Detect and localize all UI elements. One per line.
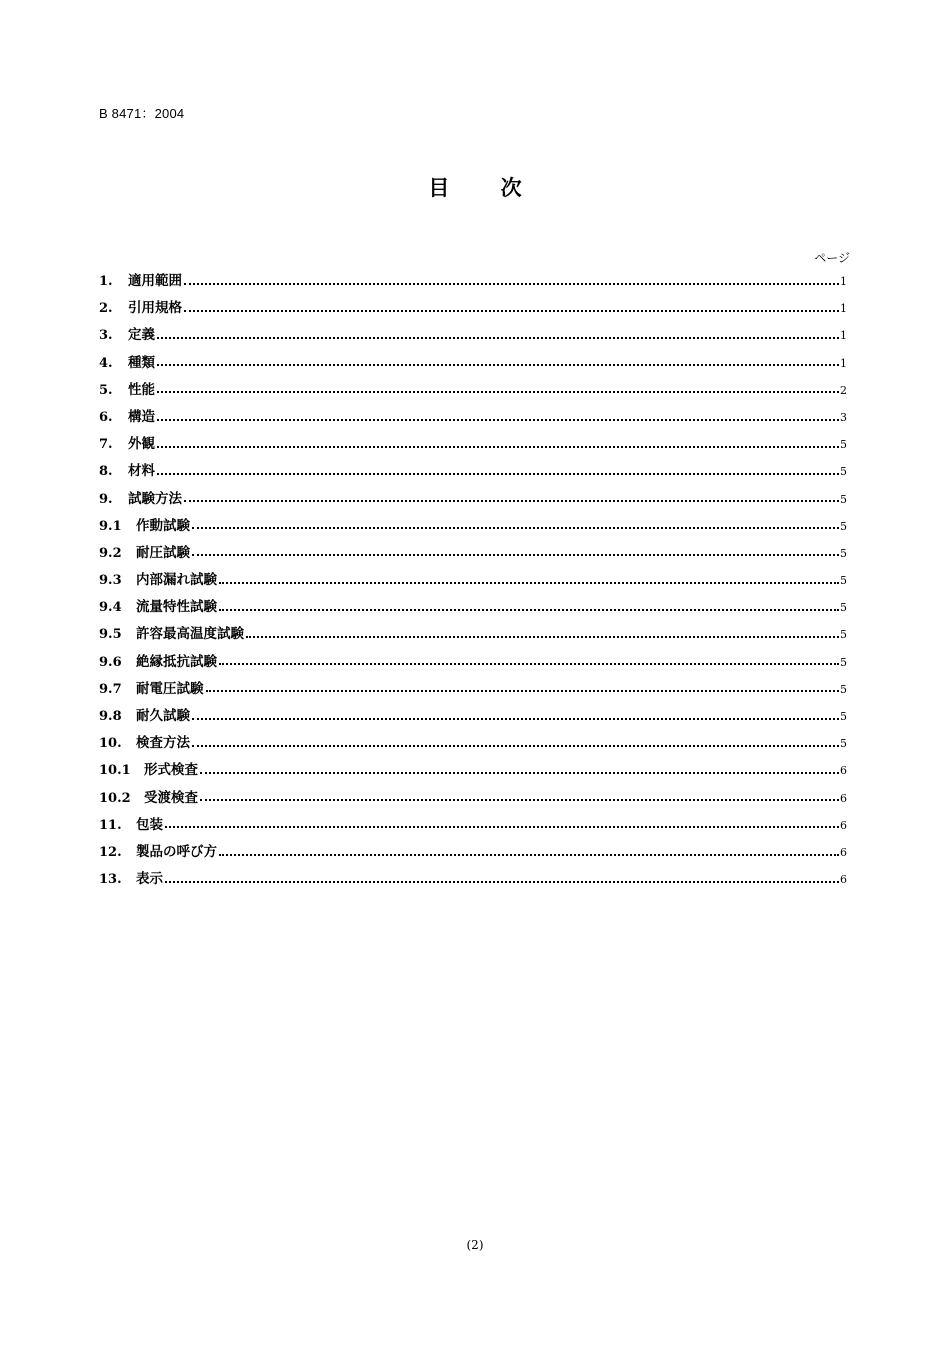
dot-leader [219, 582, 839, 584]
dot-leader [157, 446, 839, 448]
dot-leader [157, 337, 839, 339]
toc-entry-number: 9.6 [99, 654, 122, 670]
table-of-contents [99, 268, 847, 893]
dot-leader [219, 854, 839, 856]
dot-leader [200, 799, 839, 801]
toc-entry-number: 10.2 [99, 790, 131, 806]
toc-entry-title: 許容最高温度試験 [136, 626, 244, 643]
dot-leader [192, 554, 839, 556]
toc-entry-page: 5 [840, 682, 847, 696]
toc-entry [99, 594, 847, 621]
toc-entry-page: 1 [840, 275, 847, 288]
page-column-label: ページ [814, 251, 850, 265]
toc-entry-number: 6. [99, 409, 113, 425]
toc-entry-number: 8. [99, 464, 113, 480]
toc-entry-number: 3. [99, 328, 113, 344]
toc-entry-page: 5 [840, 655, 847, 669]
toc-entry-page: 5 [840, 710, 847, 723]
toc-entry-number: 10.1 [99, 763, 131, 779]
toc-entry-page: 1 [840, 356, 847, 370]
toc-entry-page: 1 [840, 329, 847, 343]
toc-entry-page: 6 [840, 818, 847, 832]
toc-entry-title: 材料 [128, 463, 155, 480]
dot-leader [165, 826, 839, 828]
toc-entry-title: 耐圧試験 [136, 544, 190, 561]
toc-entry-page: 3 [840, 410, 847, 424]
dot-leader [219, 663, 839, 665]
toc-entry [99, 350, 847, 377]
toc-entry [99, 322, 847, 349]
toc-entry [99, 649, 847, 676]
toc-entry-title: 構造 [128, 408, 155, 425]
toc-entry-title: 検査方法 [136, 735, 190, 752]
toc-entry-page: 5 [840, 519, 847, 533]
toc-entry-number: 13. [99, 872, 122, 888]
dot-leader [157, 391, 839, 393]
toc-entry [99, 377, 847, 404]
dot-leader [165, 881, 839, 883]
toc-entry-number: 9.1 [99, 518, 122, 534]
toc-entry-title: 適用範囲 [128, 273, 182, 289]
toc-entry-number: 9.4 [99, 600, 122, 616]
toc-entry [99, 730, 847, 757]
dot-leader [192, 527, 839, 529]
toc-entry-page: 6 [840, 791, 847, 805]
toc-entry-page: 5 [840, 465, 847, 479]
toc-entry-title: 流量特性試験 [136, 599, 217, 616]
dot-leader [157, 473, 839, 475]
toc-entry [99, 757, 847, 784]
toc-entry [99, 540, 847, 567]
toc-entry-page: 5 [840, 628, 847, 642]
toc-entry-title: 引用規格 [128, 300, 182, 317]
dot-leader [184, 310, 839, 312]
toc-entry-title: 受渡検査 [144, 789, 198, 806]
toc-entry-title: 耐久試験 [136, 708, 190, 724]
toc-entry-title: 種類 [128, 354, 155, 371]
toc-entry-title: 内部漏れ試験 [136, 572, 217, 589]
toc-entry-number: 2. [99, 301, 113, 317]
toc-entry-page: 6 [840, 764, 847, 778]
toc-entry [99, 567, 847, 594]
dot-leader [192, 745, 839, 747]
dot-leader [184, 500, 839, 502]
dot-leader [157, 364, 839, 366]
toc-entry [99, 839, 847, 866]
dot-leader [246, 636, 839, 638]
toc-entry-number: 9.5 [99, 627, 122, 643]
toc-entry-number: 9.8 [99, 709, 122, 724]
toc-entry [99, 268, 847, 295]
toc-entry-page: 2 [840, 383, 847, 397]
toc-entry-number: 9.3 [99, 573, 122, 589]
toc-entry-number: 10. [99, 736, 122, 752]
toc-entry-page: 6 [840, 845, 847, 859]
toc-entry [99, 812, 847, 839]
toc-entry-number: 4. [99, 355, 113, 371]
toc-entry-title: 絶縁抵抗試験 [136, 653, 217, 670]
toc-entry-title: 包装 [136, 816, 163, 833]
toc-entry-title: 形式検査 [144, 762, 198, 779]
toc-entry [99, 486, 847, 513]
toc-entry-title: 性能 [128, 381, 155, 398]
document-code: B 8471：2004 [99, 106, 185, 121]
toc-entry-number: 7. [99, 437, 113, 453]
toc-entry-page: 5 [840, 601, 847, 615]
toc-entry-title: 試験方法 [128, 490, 182, 507]
page-title: 目 次 [428, 176, 544, 200]
toc-entry-title: 作動試験 [136, 517, 190, 534]
toc-entry-title: 耐電圧試験 [136, 680, 204, 697]
toc-entry-title: 表示 [136, 871, 163, 888]
dot-leader [192, 718, 839, 720]
toc-entry [99, 295, 847, 322]
toc-entry-number: 12. [99, 844, 122, 860]
dot-leader [157, 419, 839, 421]
toc-entry-page: 5 [840, 574, 847, 588]
page-number: (2) [466, 1238, 484, 1252]
toc-entry [99, 431, 847, 458]
toc-entry-page: 5 [840, 737, 847, 751]
toc-entry [99, 703, 847, 730]
toc-entry-number: 1. [99, 274, 113, 289]
toc-entry-number: 9. [99, 491, 113, 507]
toc-entry [99, 785, 847, 812]
toc-entry [99, 404, 847, 431]
toc-entry [99, 866, 847, 893]
toc-entry-page: 5 [840, 438, 847, 452]
toc-entry [99, 513, 847, 540]
dot-leader [184, 283, 839, 285]
toc-entry-number: 9.7 [99, 681, 122, 697]
toc-entry-number: 11. [99, 817, 122, 833]
toc-entry-number: 5. [99, 382, 113, 398]
toc-entry-page: 1 [840, 302, 847, 316]
toc-entry [99, 458, 847, 485]
dot-leader [206, 690, 840, 692]
toc-entry-page: 6 [840, 873, 847, 887]
toc-entry-number: 9.2 [99, 545, 122, 561]
dot-leader [219, 609, 839, 611]
toc-entry-title: 定義 [128, 327, 155, 344]
dot-leader [200, 772, 839, 774]
toc-entry [99, 676, 847, 703]
toc-entry-title: 外観 [128, 436, 155, 453]
toc-entry [99, 621, 847, 648]
toc-entry-page: 5 [840, 492, 847, 506]
toc-entry-title: 製品の呼び方 [136, 843, 217, 860]
toc-entry-page: 5 [840, 546, 847, 560]
